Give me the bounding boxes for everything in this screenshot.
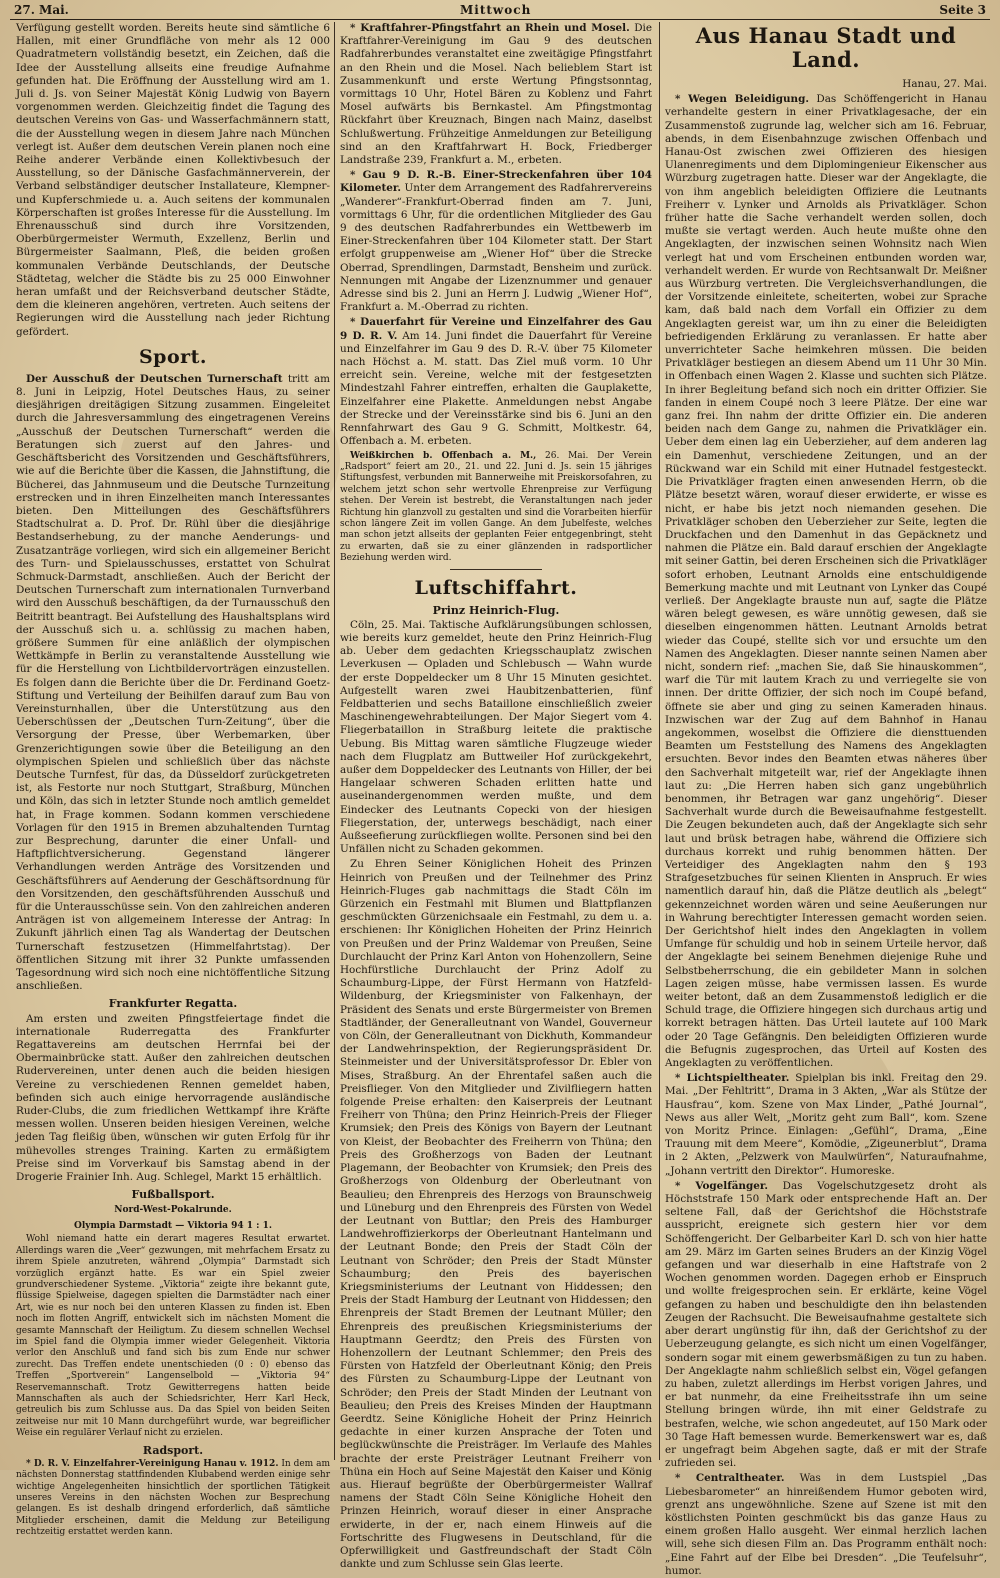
section-title-sport: Sport.	[138, 345, 208, 368]
match-result: Olympia Darmstadt — Viktoria 94 1 : 1.	[73, 1220, 273, 1231]
article-luft-2: Zu Ehren Seiner Königlichen Hoheit des Prinzen Heinrich von Preußen und der Teilnehmer des Prinz Heinrich-Fluges gab nachmittags die Stadt Cöln im Gürzenich ein Festmahl mit Blumen und Blattpflanzen geschmückten Gürzenichsaale ein Festmahl, zu dem u. a. erschienen: Ihr Königlichen Hoheiten der Prinz Heinrich von Preußen und der Prinz Waldemar von Preußen, Seine Durchlaucht der Prinz Karl Anton von Hohenzollern, Seine Hochfürstliche Durchlaucht der Prinz Adolf zu Schaumburg-Lippe, der Fürst Hermann von Hatzfeld-Wildenburg, der Kriegsminister von Falkenhayn, der Präsident des Senats und erste Bürgermeister von Bremen Stadtländer, der Generalleutnant von Wandel, Gouverneur von Cöln, der Generalleutnant von Dickhuth, Kommandeur der Landwehrinspektion, der Regierungspräsident Dr. Steinmeister und der Universitätsprofessor Dr. Ebler von Mises, Straßburg. An der Ehrentafel saßen auch die Preisflieger. Von den Mitglieder und Zivilfliegern hatten folgende Preise erhalten: den Kaiserpreis der Leutnant Freiherr von Thüna; den Prinz Heinrich-Preis der Flieger Krumsiek; den Preis des Königs von Bayern der Leutnant von Kleist, der Beobachter des Freiherrn von Thüna; den Preis des Großherzogs von Baden der Leutnant Plagemann, der Beobachter von Krumsiek; den Preis des Großherzogs von Oldenburg der Oberleutnant von Beaulieu; den Ehrenpreis des Herzogs von Braunschweig und Lüneburg und den Ehrenpreis des Fürsten von Wedel der Leutnant von Buttlar; den Preis des Hamburger Landwehroffizierkorps der Oberleutnant Hantelmann und der Leutnant Bonde; den Preis der Stadt Cöln der Leutnant von Schröder; den Preis der Stadt Münster Schaumburg; den Preis des bayerischen Kriegsministeriums der Leutnant von Hiddessen; den Preis der Stadt Hamburg der Leutnant von Hiddessen; den Ehrenpreis der Stadt Bremen der Leutnant Müller; den Ehrenpreis des preußischen Kriegsministeriums der Hauptmann Geerdtz; den Preis des Fürsten von Hohenzollern der Leutnant Schlemmer; den Preis des Fürsten von Hatzfeld der Oberleutnant König; den Preis des Fürsten zu Schaumburg-Lippe der Leutnant von Schröder; den Preis der Stadt Minden der Leutnant von Beaulieu; den Preis des Kreises Minden der Hauptmann Geerdtz. Seine Königliche Hoheit der Prinz Heinrich gedachte in einer kurzen Ansprache der Toten und beglückwünschte die Preisträger. Im Verlaufe des Mahles brachte der erste Preisträger Leutnant Freiherr von Thüna ein Hoch auf Seine Majestät den Kaiser und König aus. Hierauf begrüßte der Oberbürgermeister Wallraf namens der Stadt Cöln Seine Königliche Hoheit den Prinzen Heinrich, worauf dieser in einer Ansprache erwiderte, in der er, nach einem Hinweis auf die Fortschritte des Flugwesens in Deutschland, für die Opferwilligkeit und Gastfreundschaft der Stadt Cöln dankte und zum Schlusse sein Glas leerte.	[340, 858, 652, 1571]
article-body: tritt am 8. Juni in Leipzig, Hotel Deutsches Haus, zu seiner diesjährigen dreitägigen Sitzung zusammen. Eingeleitet durch die Jahresversammlung des eingetragenen Vereins „Ausschuß der Deutschen Turnerschaft“ werden die Beratungen sich zuerst auf den Jahres- und Geschäftsbericht des Vorsitzenden und Geschäftsführers, wie auf die Berichte über die Kassen, die Jahnstiftung, die Bücherei, das Jahnmuseum und die Deutsche Turnzeitung erstrecken und in ihren Einzelheiten manch Interessantes bieten. Den Mitteilungen des Geschäftsführers Stadtschulrat a. D. Prof. Dr. Rühl über die diesjährige Bestandserhebung, zu der manche Aenderungs- und Zusatzanträge vorliegen, wird sich ein allgemeiner Bericht des Turn- und Spielausschusses, erstattet von Schulrat Schmuck-Darmstadt, anschließen. Auch der Bericht der Deutschen Turnerschaft zum internationalen Turnverband wird den Ausschuß beschäftigen, da der Turnausschuß den Beitritt beantragt. Bei Aufstellung des Haushaltsplans wird der Ausschuß sich u. a. schlüssig zu machen haben, größere Summen für eine anläßlich der olympischen Wettkämpfe in Berlin zu veranstaltende Ausstellung wie für die Herstellung von Lichtbildervorträgen einzustellen. Es folgen dann die Berichte über die Dr. Ferdinand Goetz-Stiftung und Verteilung der Beihilfen darauf zum Bau von Vereinsturnhallen, über die Unterstützung aus den Ueberschüssen der „Deutschen Turn-Zeitung“, über die Versorgung der Presse, über Werbemarken, über Grenzerichtigungen sowie über die Beteiligung an den olympischen Spielen und schließlich über das nächste Deutsche Turnfest, für das, da Düsseldorf zurückgetreten ist, als Festorte nur noch Stuttgart, Straßburg, München und Köln, das sich in letzter Stunde noch amtlich gemeldet hat, in Frage kommen. Sodann kommen verschiedene Vorlagen für den 1915 in Bremen abzuhaltenden Turntag zur Besprechung, darunter die einer Unfall- und Haftpflichtversicherung. Gegenstand längerer Verhandlungen werden Anträge des Vorsitzenden und Geschäftsführers auf Aenderung der Geschäftsordnung für den Vorsitzenden, den geschäftsführenden Ausschuß und für die Unterausschüsse sein. Von den zahlreichen anderen Anträgen ist von allgemeinem Interesse der Antrag: In Zukunft jährlich einen Tag als Wandertag der Deutschen Turnerschaft festzusetzen (Himmelfahrtstag). Der öffentlichen Sitzung mit ihrer 32 Punkte umfassenden Tagesordnung wird sich noch eine nichtöffentliche Sitzung anschließen.	[16, 372, 330, 993]
article-lead: * Dauerfahrt für Vereine und Einzelfahrer des Gau 9 D. R. V.	[340, 316, 652, 342]
article-lead: Der Ausschuß der Deutschen Turnerschaft	[26, 372, 283, 385]
article-beleidigung	[665, 93, 987, 1070]
subhead-pokalrunde: Nord-West-Pokalrunde.	[114, 1205, 232, 1216]
article-body: Spielplan bis inkl. Freitag den 29. Mai. „Der Fehltritt“, Drama in 3 Akten, „War als Stütze der Hausfrau“, kom. Szene von Max Linder, „Pathé Journal“, News aus aller Welt, „Moritz geht zum Ball“, kom. Szene von Moritz Prince. Einlagen: „Gefühl“, Drama, „Eine Trauung mit dem Meere“, Komödie, „Zigeunerblut“, Drama in 2 Akten, „Pelzwerk von Maulwürfen“, Naturaufnahme, „Johann vertritt den Direktor“. Humoreske.	[665, 1072, 987, 1177]
header-date: 27. Mai.	[14, 3, 69, 17]
article-weisskirchen	[340, 451, 652, 565]
article-body: 26. Mai. Der Verein „Radsport“ feiert am 20., 21. und 22. Juni d. Js. sein 15 jähriges Stiftungsfest, verbunden mit Bannerweihe mit Preiskorsofahren, zu welchem jetzt schon sehr wertvolle Ehrenpreise zur Verfügung stehen. Der Verein ist bestrebt, die Veranstaltungen nach jeder Richtung hin glanzvoll zu gestalten und sind die Vorarbeiten hierfür schon längere Zeit im vollen Gange. An dem Jubelfeste, welches man schon jetzt allseits der geplanten Feier entgegenbringt, steht zu erwarten, daß sie zu einer glänzenden in radsportlicher Beziehung werden wird.	[340, 450, 652, 564]
article-radsport	[16, 1459, 330, 1539]
article-vogelfaenger	[665, 1180, 987, 1470]
article-lead: * Vogelfänger.	[675, 1179, 769, 1192]
header-weekday: Mittwoch	[460, 3, 532, 17]
article-body: Das Schöffengericht in Hanau verhandelte gestern in einer Privatklagesache, der ein Zusammenstoß zugrunde lag, welcher sich am 16. Februar, abends, in dem Eisenbahnzuge zwischen Offenbach und Hanau-Ost zwischen zwei Offizieren des hiesigen Ulanenregiments und dem Diplomingenieur Eikenscher aus Würzburg zugetragen hatte. Dieser war der Angeklagte, die von ihm angeblich beleidigten Offiziere die Leutnants Freiherr v. Lynker und Arnolds als Privatkläger. Schon früher hatte die Sache verhandelt werden sollen, doch mußte sie vertagt werden. Auch heute mußte ohne den Angeklagten, der inzwischen seinen Wohnsitz nach Wien verlegt hat und vom Erscheinen entbunden worden war, verhandelt werden. Er wurde von Rechtsanwalt Dr. Meißner aus Würzburg vertreten. Die Vergleichsverhandlungen, die der Vorsitzende einleitete, scheiterten, wobei zur Sprache kam, daß bald nach dem Vorfall ein Offizier zu dem Angeklagten gereist war, um ihn zu einer die Beleidigten befriedigenden Erklärung zu veranlassen. Er hatte aber unverrichteter Sache heimkehren müssen. Die beiden Privatkläger bestiegen an diesem Abend um 11 Uhr 30 Min. in Offenbach einen Wagen 2. Klasse und suchten sich Plätze. In ihrer Begleitung befand sich noch ein dritter Offizier. Sie fanden in einem Coupé noch 3 leere Plätze. Der eine war ganz frei. Ihn nahm der dritte Offizier ein. Die anderen beiden nach dem Gange zu, nahmen die Privatkläger ein. Ueber dem einen lag ein Ueberzieher, auf dem anderen lag ein Damenhut, verschiedene Zeitungen, und an der Rückwand war ein Schild mit einer Hutnadel festgesteckt. Die Privatkläger fragten einen anwesenden Herrn, ob die Plätze besetzt wären, worauf dieser erwiderte, er wisse es nicht, er habe bis jetzt noch niemanden gesehen. Die Privatkläger schoben den Ueberzieher zur Seite, legten die Druckfachen und den Damenhut in das Gepäcknetz und nahmen die Plätze ein. Bald darauf erschien der Angeklagte mit seiner Gattin, bei deren Erscheinen sich die Privatkläger sofort erhoben, Leutnant Arnolds eine entschuldigende Bemerkung machte und mit Leutnant von Lynker das Coupé verließ. Der Angeklagte brauste nun auf, sagte die Plätze wären belegt gewesen, es wäre unnötig gewesen, daß sie dieselben eingenommen hätten. Leutnant Arnolds betrat wieder das Coupé, stellte sich vor und ersuchte um den Namen des Angeklagten. Dieser nannte seinen Namen aber nicht, sondern rief: „machen Sie, daß Sie hinauskommen“, warf die Tür mit lautem Krach zu und verriegelte sie von innen. Der dritte Offizier, der sich noch im Coupé befand, öffnete sie aber und ging zu seinen Kameraden hinaus. Inzwischen war der Zug auf dem Bahnhof in Hanau angekommen, woselbst die Offiziere die diensttuenden Beamten um Feststellung des Namens des Angeklagten ersuchten. Bevor indes den Beamten etwas näheres über den Sachverhalt mitgeteilt war, rief der Angeklagte ihnen laut zu: „Die Herren haben sich ganz ungebührlich benommen, ihr Betragen war ganz ungehörig“. Dieser Sachverhalt wurde durch die Beweisaufnahme festgestellt. Die Zeugen bekundeten auch, daß der Angeklagte sich sehr laut und brüsk betragen habe, während die Offiziere sich durchaus korrekt und ruhig benommen hätten. Der Verteidiger des Angeklagten nahm den § 193 Strafgesetzbuches für seinen Klienten in Anspruch. Er wies namentlich darauf hin, daß die Plätze deutlich als „belegt“ gekennzeichnet worden wären und seine Aeußerungen nur in Wahrung berechtigter Interessen gemacht worden seien. Der Gerichtshof hielt indes den Angeklagten in vollem Umfange für schuldig und hob in seinem Urteile hervor, daß der Angeklagte bei seinem Benehmen diejenige Ruhe und Selbstbeherrschung, die ein gebildeter Mann in solchen Lagen zeigen müsse, habe vermissen lassen. Es wurde weiter betont, daß an dem Zusammenstoß lediglich er die Schuld trage, die Offiziere hingegen sich durchaus artig und korrekt betragen hätten. Das Urteil lautete auf 100 Mark oder 20 Tage Gefängnis. Den beleidigten Offizieren wurde die Befugnis zugesprochen, das Urteil auf Kosten des Angeklagten zu veröffentlichen.	[665, 93, 987, 1070]
article-lead: * Kraftfahrer-Pfingstfahrt an Rhein und Mosel.	[350, 22, 630, 34]
page-header	[0, 0, 1000, 20]
article-body: Am 14. Juni findet die Dauerfahrt für Vereine und Einzelfahrer im Gau 9 des D. R.-V. über 75 Kilometer nach Höchst a. M. statt. Das Ziel muß vorm. 10 Uhr erreicht sein. Vereine, welche mit der festgesetzten Mindestzahl Fahrer eintreffen, erhalten die Gauplakette, Einzelfahrer eine Plakette. Anmeldungen nebst Angabe der Strecke und der Vereinsstärke sind bis 6. Juni an den Rennfahrwart des Gau 9 G. Schmitt, Moltkestr. 64, Offenbach a. M. erbeten.	[340, 329, 652, 448]
subhead-prinz-heinrich-flug: Prinz Heinrich-Flug.	[432, 603, 560, 617]
article-lead: Weißkirchen b. Offenbach a. M.,	[350, 450, 537, 461]
headline-fussball: Fußballsport.	[131, 1188, 215, 1202]
article-lead: * Wegen Beleidigung.	[675, 93, 809, 106]
section-title-luftschiffahrt: Luftschiffahrt.	[414, 576, 578, 599]
article-gau9-strecke	[340, 169, 652, 314]
article-body: Das Vogelschutzgesetz droht als Höchststrafe 150 Mark oder entsprechende Haft an. Der seltene Fall, daß der Gerichtshof die Höchststrafe ausspricht, ereignete sich gestern hier vor dem Schöffengericht. Der Gelbarbeiter Karl D. sch von hier hatte am 29. März im Garten seines Bruders an der Kinzig Vögel gefangen und war dieserhalb in eine Haftstrafe von 2 Wochen genommen worden. Dagegen erhob er Einspruch und wollte freigesprochen sein. Er erklärte, keine Vögel gefangen zu haben und beschuldigte den ihn belastenden Zeugen der Rachsucht. Die Beweisaufnahme gestaltete sich aber derart ungünstig für ihn, daß der Gerichtshof zu der Ueberzeugung gelangte, es sich nicht um einen Vogelfänger, sondern sogar mit einem gewerbsmäßigen zu tun zu haben. Der Angeklagte nahm schließlich selbst ein, Vögel gefangen zu haben, zuletzt allerdings im Herbst vorigen Jahres, und er bat nunmehr, da eine Freiheitsstrafe ihn um seine Stellung bringen würde, ihn mit einer Geldstrafe zu bestrafen, welche, wie schon angedeutet, auf 150 Mark oder 30 Tage Haft bemessen wurde. Bemerkenswert war es, daß er ungefragt beim Abgehen sagte, daß er mit der Strafe zufrieden sei.	[665, 1179, 988, 1470]
article-lichtspiel	[665, 1072, 987, 1178]
article-centraltheater	[665, 1472, 987, 1578]
article-body: In dem am nächsten Donnerstag stattfindenden Klubabend werden einige sehr wichtige Angelegenheiten hinsichtlich der sportlichen Tätigkeit unseres Vereins in den nächsten Wochen zur Besprechung gelangen. Es ist deshalb dringend erforderlich, daß sämtliche Mitglieder erscheinen, damit die Meldung zur Beteiligung rechtzeitig erstattet werden kann.	[16, 1458, 330, 1538]
column-1	[16, 22, 330, 1538]
headline-radsport: Radsport.	[142, 1443, 204, 1457]
section-rule	[450, 569, 542, 570]
article-lead: * D. R. V. Einzelfahrer-Vereinigung Hanau v. 1912.	[26, 1458, 279, 1469]
article-exhibition-text: Verfügung gestellt worden. Bereits heute sind sämtliche 6 Hallen, mit einer Grundfläche von mehr als 12 000 Quadratmetern vollständig besetzt, ein Zeichen, daß die Idee der Ausstellung allseits eine freudige Aufnahme gefunden hat. Die Eröffnung der Ausstellung wird am 1. Juli d. Js. von Seiner Majestät König Ludwig von Bayern vorgenommen werden. Gleichzeitig findet die Tagung des deutschen Vereins von Gas- und Wasserfachmännern statt, die der Ausstellung wegen in diesem Jahre nach München verlegt ist. Außer dem deutschen Verein planen noch eine Reihe anderer Verbände einen Kollektivbesuch der Ausstellung, so der Dänische Gasfachmännerverein, der Verband selbständiger deutscher Installateure, Klempner- und Kupferschmiede u. a. Auch seitens der kommunalen Körperschaften ist großes Interesse für die Ausstellung. Im Ehrenausschuß sind durch ihre Vorsitzenden, Oberbürgermeister Wermuth, Exzellenz, Berlin und Bürgermeister Saalmann, Pleß, die beiden großen kommunalen Verbände Deutschlands, der Deutsche Städtetag, welcher die Städte bis zu 25 000 Einwohner heran umfaßt und der Reichsverband deutscher Städte, dem die kleineren angehören, vertreten. Auch seitens der Regierungen wird die Ausstellung nach jeder Richtung gefördert.	[16, 22, 330, 338]
article-fussball: Wohl niemand hatte ein derart mageres Resultat erwartet. Allerdings waren die „Veer“ gezwungen, mit mehrfachem Ersatz zu ihrem Spiele anzutreten, während „Olympia“ Darmstadt sich vorzüglich ergänzt hatte. Es war ein Spiel zweier grundverschiedener Systeme. „Viktoria“ zeigte ihre bekannt gute, flüssige Spielweise, dagegen spielten die Darmstädter nach einer Art, wie es nur noch bei den unteren Klassen zu finden ist. Eben noch im flotten Angriff, entwickelt sich im nächsten Moment die gesamte Mannschaft der Heiligtum. Zu diesem schnellen Wechsel im Spiel fand die Olympia immer wieder Gelegenheit. Viktoria verlor den Anschluß und fand sich bis zum Ende nur schwer zurecht. Das Treffen endete unentschieden (0 : 0) ebenso das Treffen „Sportverein“ Langenselbold — „Viktoria 94“ Reservemannschaft. Trotz Gewitterregens hatten beide Mannschaften als auch der Schiedsrichter, Herr Karl Heck, getreulich bis zum Schlusse aus. Da das Spiel von beiden Seiten zeitweise nur mit 10 Mann durchgeführt wurde, war begreiflicher Weise ein regulärer Verlauf nicht zu erzielen.	[16, 1234, 330, 1439]
column-2	[340, 22, 652, 1571]
section-title-hanau: Aus Hanau Stadt und Land.	[695, 23, 957, 72]
headline-regatta: Frankfurter Regatta.	[108, 997, 238, 1011]
article-luft-1: Cöln, 25. Mai. Taktische Aufklärungsübungen schlossen, wie bereits kurz gemeldet, heute den Prinz Heinrich-Flug ab. Ueber dem gedachten Kriegsschauplatz zwischen Leverkusen — Opladen und Schlebusch — Wahn wurde der erste Doppeldecker um 8 Uhr 15 Minuten gesichtet. Aufgestellt waren zwei Haubitzenbatterien, fünf Feldbatterien und sechs Bataillone einschließlich zweier Maschinengewehrabteilungen. Der Major Siegert vom 4. Fliegerbataillon in Straßburg leitete die praktische Uebung. Bis Mittag waren sämtliche Flugzeuge wieder nach dem Flugplatz am Buttweiler Hof zurückgekehrt, außer dem Doppeldecker des Leutnants von Hiller, der bei Hangelaar schweren Schaden erlitten hatte und auseinandergenommen werden mußte, und dem Eindecker des Leutnants Copecki von der hiesigen Fliegerstation, der, unterwegs beschädigt, nach einer Außseefierung zurückfliegen wollte. Personen sind bei den Unfällen nicht zu Schaden gekommen.	[340, 618, 652, 856]
article-body: Was in dem Lustspiel „Das Liebesbarometer“ an hinreißendem Humor geboten wird, grenzt ans ungewöhnliche. Szene auf Szene ist mit den köstlichsten Pointen geschmückt bis das ganze Haus zu einem großen Hallo ausgeht. Wer einmal herzlich lachen will, sehe sich diesen Film an. Das Programm enthält noch: „Eine Fahrt auf der Elbe bei Dresden“. „Die Teufelsuhr“, humor.	[665, 1472, 987, 1577]
header-rule	[10, 19, 990, 20]
column-3	[665, 22, 988, 1577]
article-dauerfahrt	[340, 316, 652, 448]
dateline: Hanau, 27. Mai.	[902, 78, 987, 90]
column-divider	[659, 22, 660, 1460]
article-rhein-mosel	[340, 22, 652, 167]
article-body: Die Kraftfahrer-Vereinigung im Gau 9 des deutschen Radfahrerbundes veranstaltet eine zweitägige Pfingstfahrt an den Rhein und die Mosel. Nach belieblem Start ist Zusammenkunft und erste Wertung Pfingstsonntag, vormittags 10 Uhr, Hotel Bären zu Koblenz und Fahrt Mosel aufwärts bis Bernkastel. Am Pfingstmontag Rückfahrt über Kreuznach, Bingen nach Mainz, daselbst Schlußwertung. Frühzeitige Anmeldungen zur Beteiligung sind an den Kraftfahrwart H. Bock, Friedberger Landstraße 239, Frankfurt a. M., erbeten.	[340, 22, 652, 167]
article-lead: * Centraltheater.	[675, 1472, 785, 1485]
article-lead: * Lichtspieltheater.	[675, 1072, 790, 1085]
article-lead: * Gau 9 D. R.-B. Einer-Streckenfahren über 104 Kilometer.	[340, 169, 652, 195]
article-turnerschaft	[16, 373, 330, 994]
article-body: Unter dem Arrangement des Radfahrervereins „Wanderer“-Frankfurt-Oberrad finden am 7. Juni, vormittags 6 Uhr, für die ordentlichen Mitglieder des Gau 9 des deutschen Radfahrerbundes ein Wettbewerb im Einer-Streckenfahren über 104 Kilometer statt. Der Start erfolgt gruppenweise am „Wiener Hof“ über die Strecke Oberrad, Sprendlingen, Darmstadt, Bensheim und zurück. Nennungen mit Angabe der Lizenznummer und genauer Adresse sind bis 2. Juni an Herrn J. Ludwig „Wiener Hof“, Frankfurt a. M.-Oberrad zu richten.	[340, 182, 652, 314]
header-page-number: Seite 3	[939, 3, 986, 17]
column-divider	[334, 22, 335, 1460]
article-regatta: Am ersten und zweiten Pfingstfeiertage findet die internationale Ruderregatta des Frankfurter Regattavereins am deutschen Herrnfai bei der Obermainbrücke statt. Außer den zahlreichen deutschen Rudervereinen, unter denen auch die beiden hiesigen Vereine zu verschiedenen Rennen gemeldet haben, befinden sich auch einige hervorragende ausländische Ruder-Clubs, die zum friedlichen Wettkampf ihre Kräfte messen wollen. Unseren beiden hiesigen Vereinen, welche jeden Tag fleißig üben, wünschen wir guten Erfolg für ihr mühevolles strenges Training. Karten zu ermäßigtem Preise sind im Vorverkauf bis Samstag abend in der Drogerie Frainier Inh. Aug. Schlegel, Markt 15 erhältlich.	[16, 1012, 330, 1184]
